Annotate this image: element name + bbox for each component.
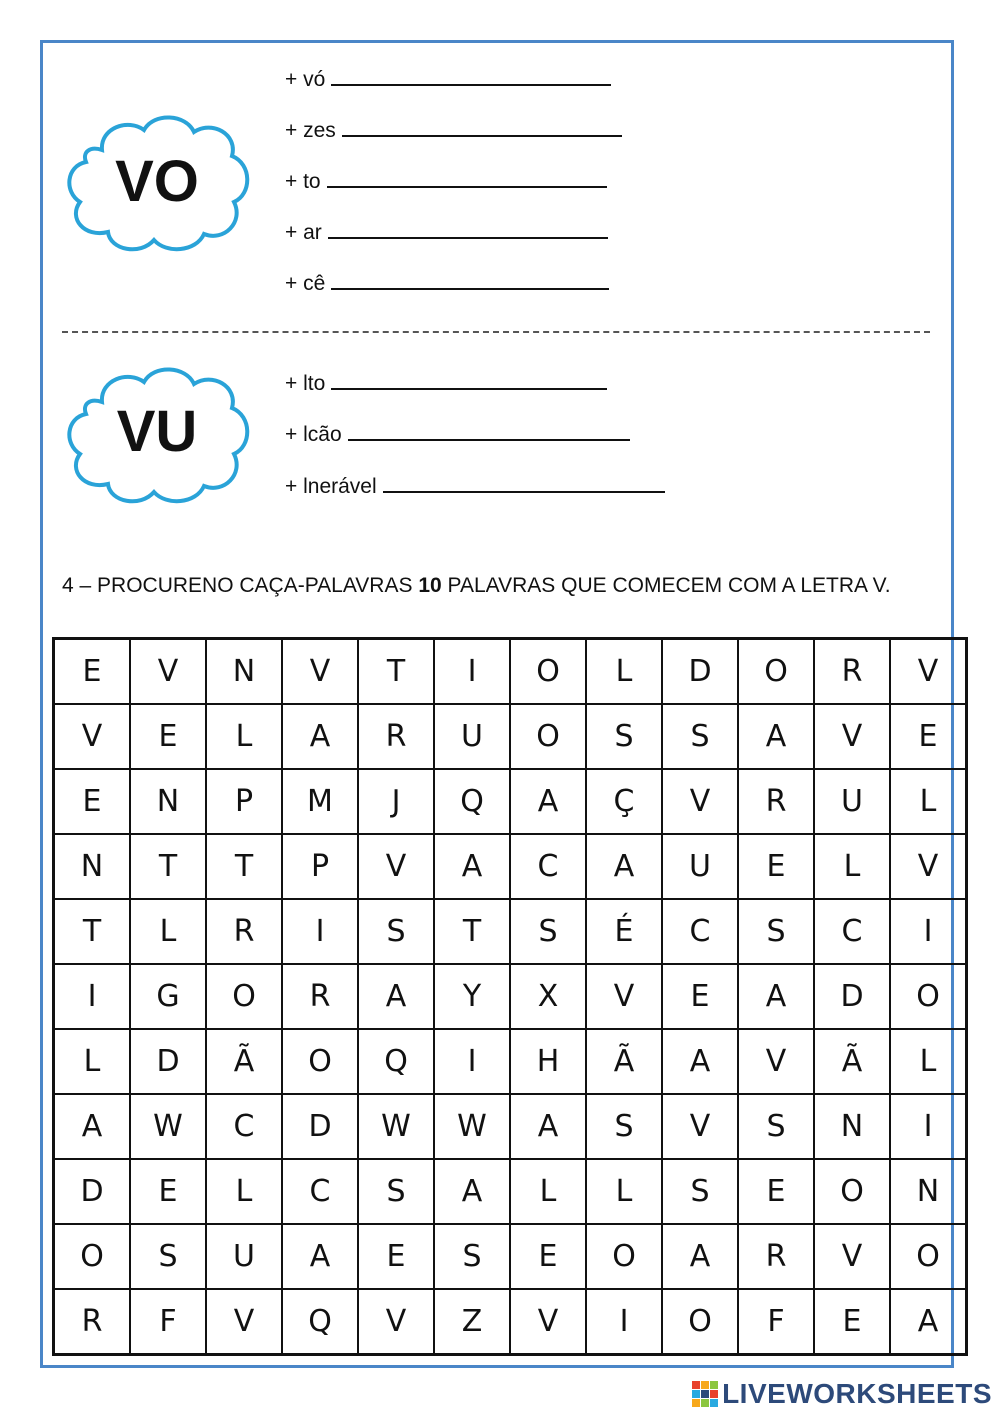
grid-cell[interactable]: D bbox=[662, 639, 738, 705]
answer-blank[interactable] bbox=[328, 219, 608, 239]
grid-cell[interactable]: A bbox=[586, 834, 662, 899]
grid-cell[interactable]: T bbox=[206, 834, 282, 899]
grid-cell[interactable]: O bbox=[738, 639, 814, 705]
grid-cell[interactable]: S bbox=[738, 899, 814, 964]
grid-cell[interactable]: V bbox=[130, 639, 206, 705]
grid-cell[interactable]: I bbox=[434, 639, 510, 705]
grid-cell[interactable]: A bbox=[54, 1094, 131, 1159]
grid-cell[interactable]: I bbox=[890, 899, 967, 964]
grid-cell[interactable]: L bbox=[814, 834, 890, 899]
grid-cell[interactable]: E bbox=[738, 834, 814, 899]
logo-square bbox=[710, 1399, 718, 1407]
grid-cell[interactable]: A bbox=[738, 704, 814, 769]
grid-row bbox=[54, 1159, 967, 1224]
grid-cell[interactable]: W bbox=[358, 1094, 434, 1159]
grid-cell[interactable]: C bbox=[510, 834, 586, 899]
grid-cell[interactable]: N bbox=[890, 1159, 967, 1224]
grid-cell[interactable]: O bbox=[586, 1224, 662, 1289]
vo-item-2: + zes bbox=[285, 117, 622, 143]
grid-cell[interactable]: O bbox=[814, 1159, 890, 1224]
grid-cell[interactable]: U bbox=[206, 1224, 282, 1289]
grid-cell[interactable]: T bbox=[358, 639, 434, 705]
grid-cell[interactable]: H bbox=[510, 1029, 586, 1094]
grid-cell[interactable]: A bbox=[662, 1029, 738, 1094]
grid-cell[interactable]: L bbox=[206, 1159, 282, 1224]
grid-cell[interactable]: T bbox=[434, 899, 510, 964]
grid-cell[interactable]: E bbox=[54, 769, 131, 834]
grid-cell[interactable]: M bbox=[282, 769, 358, 834]
vo-item-5: + cê bbox=[285, 270, 609, 296]
vu-item-2: + lcão bbox=[285, 421, 630, 447]
grid-cell[interactable]: R bbox=[358, 704, 434, 769]
grid-row bbox=[54, 704, 967, 769]
grid-cell[interactable]: A bbox=[890, 1289, 967, 1355]
grid-cell[interactable]: E bbox=[54, 639, 131, 705]
cloud-vu bbox=[62, 362, 252, 507]
grid-cell[interactable]: W bbox=[434, 1094, 510, 1159]
grid-cell[interactable]: D bbox=[814, 964, 890, 1029]
logo-square bbox=[710, 1390, 718, 1398]
grid-row bbox=[54, 639, 967, 705]
logo-square bbox=[692, 1399, 700, 1407]
grid-cell[interactable]: R bbox=[738, 769, 814, 834]
grid-cell[interactable]: V bbox=[890, 639, 967, 705]
grid-cell[interactable]: U bbox=[814, 769, 890, 834]
grid-cell[interactable]: S bbox=[662, 1159, 738, 1224]
grid-cell[interactable]: A bbox=[358, 964, 434, 1029]
answer-blank[interactable] bbox=[331, 270, 609, 290]
grid-cell[interactable]: P bbox=[282, 834, 358, 899]
grid-cell[interactable]: O bbox=[510, 639, 586, 705]
grid-cell[interactable]: T bbox=[130, 834, 206, 899]
grid-cell[interactable]: V bbox=[662, 769, 738, 834]
vo-item-3: + to bbox=[285, 168, 607, 194]
grid-cell[interactable]: A bbox=[282, 1224, 358, 1289]
vu-item-3: + lnerável bbox=[285, 473, 665, 499]
grid-cell[interactable]: L bbox=[206, 704, 282, 769]
grid-cell[interactable]: E bbox=[130, 1159, 206, 1224]
grid-cell[interactable]: A bbox=[738, 964, 814, 1029]
grid-cell[interactable]: Q bbox=[358, 1029, 434, 1094]
grid-cell[interactable]: V bbox=[890, 834, 967, 899]
grid-row bbox=[54, 1224, 967, 1289]
grid-cell[interactable]: Q bbox=[282, 1289, 358, 1355]
grid-row bbox=[54, 834, 967, 899]
grid-cell[interactable]: R bbox=[814, 639, 890, 705]
grid-cell[interactable]: I bbox=[54, 964, 131, 1029]
grid-cell[interactable]: Ã bbox=[814, 1029, 890, 1094]
grid-cell[interactable]: J bbox=[358, 769, 434, 834]
liveworksheets-brand bbox=[692, 1379, 992, 1409]
grid-cell[interactable]: A bbox=[662, 1224, 738, 1289]
grid-cell[interactable]: F bbox=[738, 1289, 814, 1355]
grid-cell[interactable]: V bbox=[814, 1224, 890, 1289]
grid-cell[interactable]: O bbox=[206, 964, 282, 1029]
word-search-grid bbox=[52, 637, 968, 1356]
grid-cell[interactable]: O bbox=[662, 1289, 738, 1355]
grid-cell[interactable]: C bbox=[282, 1159, 358, 1224]
grid-row bbox=[54, 769, 967, 834]
grid-cell[interactable]: L bbox=[54, 1029, 131, 1094]
syllable-label: VU bbox=[116, 399, 198, 464]
grid-cell[interactable]: V bbox=[358, 834, 434, 899]
cloud-vo bbox=[62, 110, 252, 255]
grid-cell[interactable]: R bbox=[282, 964, 358, 1029]
grid-cell[interactable]: É bbox=[586, 899, 662, 964]
grid-cell[interactable]: W bbox=[130, 1094, 206, 1159]
brand-name: LIVEWORKSHEETS bbox=[722, 1378, 992, 1409]
answer-blank[interactable] bbox=[348, 421, 630, 441]
vo-item-1: + vó bbox=[285, 66, 611, 92]
grid-cell[interactable]: Q bbox=[434, 769, 510, 834]
grid-cell[interactable]: Ã bbox=[206, 1029, 282, 1094]
grid-cell[interactable]: D bbox=[282, 1094, 358, 1159]
grid-cell[interactable]: E bbox=[662, 964, 738, 1029]
answer-blank[interactable] bbox=[342, 117, 622, 137]
grid-row bbox=[54, 1029, 967, 1094]
grid-cell[interactable]: A bbox=[510, 769, 586, 834]
grid-cell[interactable]: U bbox=[662, 834, 738, 899]
grid-cell[interactable]: L bbox=[510, 1159, 586, 1224]
grid-cell[interactable]: Z bbox=[434, 1289, 510, 1355]
vo-item-4: + ar bbox=[285, 219, 608, 245]
grid-cell[interactable]: E bbox=[358, 1224, 434, 1289]
grid-cell[interactable]: P bbox=[206, 769, 282, 834]
grid-cell[interactable]: D bbox=[54, 1159, 131, 1224]
grid-cell[interactable]: R bbox=[738, 1224, 814, 1289]
grid-cell[interactable]: A bbox=[510, 1094, 586, 1159]
grid-cell[interactable]: O bbox=[510, 704, 586, 769]
grid-cell[interactable]: N bbox=[814, 1094, 890, 1159]
grid-row bbox=[54, 1289, 967, 1355]
syllable-label: VO bbox=[115, 149, 199, 214]
logo-square bbox=[701, 1399, 709, 1407]
grid-cell[interactable]: L bbox=[890, 1029, 967, 1094]
grid-cell[interactable]: E bbox=[510, 1224, 586, 1289]
grid-cell[interactable]: D bbox=[130, 1029, 206, 1094]
grid-cell[interactable]: N bbox=[130, 769, 206, 834]
grid-row bbox=[54, 899, 967, 964]
grid-cell[interactable]: O bbox=[54, 1224, 131, 1289]
grid-cell[interactable]: X bbox=[510, 964, 586, 1029]
grid-cell[interactable]: I bbox=[434, 1029, 510, 1094]
grid-cell[interactable]: S bbox=[358, 1159, 434, 1224]
grid-cell[interactable]: Ã bbox=[586, 1029, 662, 1094]
grid-cell[interactable]: A bbox=[434, 1159, 510, 1224]
grid-cell[interactable]: V bbox=[814, 704, 890, 769]
vu-item-1: + lto bbox=[285, 370, 607, 396]
grid-cell[interactable]: E bbox=[890, 704, 967, 769]
logo-square bbox=[701, 1381, 709, 1389]
grid-cell[interactable]: V bbox=[358, 1289, 434, 1355]
grid-cell[interactable]: O bbox=[890, 964, 967, 1029]
grid-cell[interactable]: V bbox=[54, 704, 131, 769]
answer-blank[interactable] bbox=[383, 473, 665, 493]
grid-cell[interactable]: S bbox=[586, 1094, 662, 1159]
grid-cell[interactable]: Y bbox=[434, 964, 510, 1029]
grid-cell[interactable]: A bbox=[434, 834, 510, 899]
grid-cell[interactable]: V bbox=[206, 1289, 282, 1355]
grid-cell[interactable]: S bbox=[358, 899, 434, 964]
grid-cell[interactable]: L bbox=[890, 769, 967, 834]
answer-blank[interactable] bbox=[331, 370, 607, 390]
grid-cell[interactable]: A bbox=[282, 704, 358, 769]
grid-cell[interactable]: V bbox=[586, 964, 662, 1029]
logo-square bbox=[692, 1381, 700, 1389]
grid-cell[interactable]: G bbox=[130, 964, 206, 1029]
grid-cell[interactable]: O bbox=[282, 1029, 358, 1094]
liveworksheets-logo-icon bbox=[692, 1381, 718, 1407]
grid-cell[interactable]: E bbox=[738, 1159, 814, 1224]
grid-cell[interactable]: R bbox=[54, 1289, 131, 1355]
grid-row bbox=[54, 964, 967, 1029]
grid-cell[interactable]: S bbox=[130, 1224, 206, 1289]
grid-cell[interactable]: C bbox=[814, 899, 890, 964]
logo-square bbox=[710, 1381, 718, 1389]
grid-cell[interactable]: F bbox=[130, 1289, 206, 1355]
grid-cell[interactable]: I bbox=[586, 1289, 662, 1355]
grid-cell[interactable]: O bbox=[890, 1224, 967, 1289]
grid-cell[interactable]: V bbox=[282, 639, 358, 705]
grid-cell[interactable]: N bbox=[54, 834, 131, 899]
answer-blank[interactable] bbox=[331, 66, 611, 86]
grid-cell[interactable]: N bbox=[206, 639, 282, 705]
logo-square bbox=[701, 1390, 709, 1398]
grid-cell[interactable]: V bbox=[510, 1289, 586, 1355]
grid-cell[interactable]: C bbox=[662, 899, 738, 964]
grid-cell[interactable]: I bbox=[282, 899, 358, 964]
question-heading: 4 – PROCURENO CAÇA-PALAVRAS 10 PALAVRAS QUE COMECEM COM A LETRA V. bbox=[62, 574, 891, 597]
grid-cell[interactable]: R bbox=[206, 899, 282, 964]
section-divider bbox=[62, 331, 930, 333]
grid-cell[interactable]: S bbox=[586, 704, 662, 769]
logo-square bbox=[692, 1390, 700, 1398]
grid-cell[interactable]: L bbox=[586, 1159, 662, 1224]
grid-cell[interactable]: I bbox=[890, 1094, 967, 1159]
grid-cell[interactable]: Ç bbox=[586, 769, 662, 834]
grid-cell[interactable]: S bbox=[738, 1094, 814, 1159]
grid-cell[interactable]: E bbox=[814, 1289, 890, 1355]
grid-cell[interactable]: V bbox=[662, 1094, 738, 1159]
grid-cell[interactable]: S bbox=[662, 704, 738, 769]
grid-row bbox=[54, 1094, 967, 1159]
answer-blank[interactable] bbox=[327, 168, 607, 188]
grid-cell[interactable]: L bbox=[130, 899, 206, 964]
grid-cell[interactable]: C bbox=[206, 1094, 282, 1159]
grid-cell[interactable]: T bbox=[54, 899, 131, 964]
grid-cell[interactable]: S bbox=[510, 899, 586, 964]
grid-cell[interactable]: U bbox=[434, 704, 510, 769]
grid-cell[interactable]: E bbox=[130, 704, 206, 769]
grid-cell[interactable]: V bbox=[738, 1029, 814, 1094]
grid-cell[interactable]: S bbox=[434, 1224, 510, 1289]
grid-cell[interactable]: L bbox=[586, 639, 662, 705]
